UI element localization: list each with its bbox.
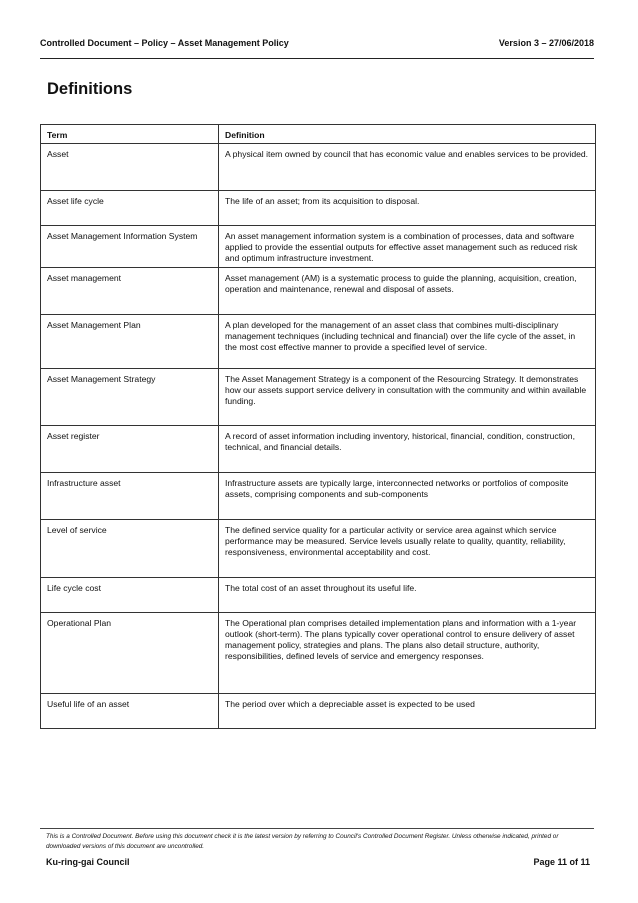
- definitions-table: [40, 124, 596, 729]
- table-row: [41, 473, 596, 520]
- table-row: [41, 613, 596, 694]
- term-cell: Asset register: [41, 426, 219, 473]
- term-cell: Asset Management Plan: [41, 315, 219, 369]
- term-cell: Life cycle cost: [41, 578, 219, 613]
- table-row: [41, 315, 596, 369]
- controlled-document-notice: This is a Controlled Document. Before using this document check it is the latest version by referring to Council's Controlled Document Register. Unless otherwise indicated, printed or downloaded versions of this document are uncontrolled.: [46, 833, 559, 850]
- definition-cell: An asset management information system is a combination of processes, data and software applied to provide the essential outputs for effective asset management such as reduced risk and optimum infrastructure investment.: [219, 226, 596, 268]
- document-title: Controlled Document – Policy – Asset Management Policy: [40, 38, 289, 48]
- organisation-name: Ku-ring-gai Council: [46, 857, 130, 867]
- table-row: [41, 144, 596, 191]
- term-cell: Asset life cycle: [41, 191, 219, 226]
- definition-cell: The period over which a depreciable asset is expected to be used: [219, 694, 596, 729]
- footer-divider: [40, 828, 594, 829]
- page-number: Page 11 of 11: [533, 857, 590, 867]
- definition-cell: The defined service quality for a particular activity or service area against which service performance may be measured. Service levels usually relate to quality, quantity, reliability, responsiveness, environmental acceptability and cost.: [219, 520, 596, 578]
- term-cell: Useful life of an asset: [41, 694, 219, 729]
- term-cell: Asset Management Strategy: [41, 369, 219, 426]
- page-footer: [46, 857, 590, 867]
- definition-cell: A physical item owned by council that has economic value and enables services to be provided.: [219, 144, 596, 191]
- definition-cell: The life of an asset; from its acquisition to disposal.: [219, 191, 596, 226]
- definition-cell: The Asset Management Strategy is a component of the Resourcing Strategy. It demonstrates how our assets support service delivery in consultation with the community and within available funding.: [219, 369, 596, 426]
- term-cell: Asset management: [41, 268, 219, 315]
- page-header: [40, 38, 594, 59]
- table-row: [41, 268, 596, 315]
- table-row: [41, 226, 596, 268]
- section-title: Definitions: [47, 80, 133, 98]
- definition-cell: A plan developed for the management of an asset class that combines multi-disciplinary management techniques (including technical and financial) over the life cycle of the asset, in the most cost effective manner to provide a specified level of service.: [219, 315, 596, 369]
- table-row: [41, 694, 596, 729]
- definition-cell: Infrastructure assets are typically large, interconnected networks or portfolios of composite assets, comprising components and sub-components: [219, 473, 596, 520]
- term-cell: Asset: [41, 144, 219, 191]
- definition-column-header: Definition: [219, 125, 596, 144]
- term-cell: Operational Plan: [41, 613, 219, 694]
- term-cell: Infrastructure asset: [41, 473, 219, 520]
- table-row: [41, 369, 596, 426]
- definition-cell: Asset management (AM) is a systematic process to guide the planning, acquisition, creation, operation and maintenance, renewal and disposal of assets.: [219, 268, 596, 315]
- table-row: [41, 578, 596, 613]
- term-cell: Asset Management Information System: [41, 226, 219, 268]
- definition-cell: The total cost of an asset throughout its useful life.: [219, 578, 596, 613]
- version-label: Version 3 – 27/06/2018: [498, 38, 594, 48]
- table-row: [41, 426, 596, 473]
- table-row: [41, 520, 596, 578]
- table-row: [41, 191, 596, 226]
- definition-cell: The Operational plan comprises detailed implementation plans and information with a 1-year outlook (short-term). The plans typically cover operational control to ensure delivery of asset management policy, strategies and plans. The plans also detail structure, authority, responsibilities, defined levels of service and emergency responses.: [219, 613, 596, 694]
- term-cell: Level of service: [41, 520, 219, 578]
- table-header-row: [41, 125, 596, 144]
- term-column-header: Term: [41, 125, 219, 144]
- definition-cell: A record of asset information including inventory, historical, financial, condition, construction, technical, and financial details.: [219, 426, 596, 473]
